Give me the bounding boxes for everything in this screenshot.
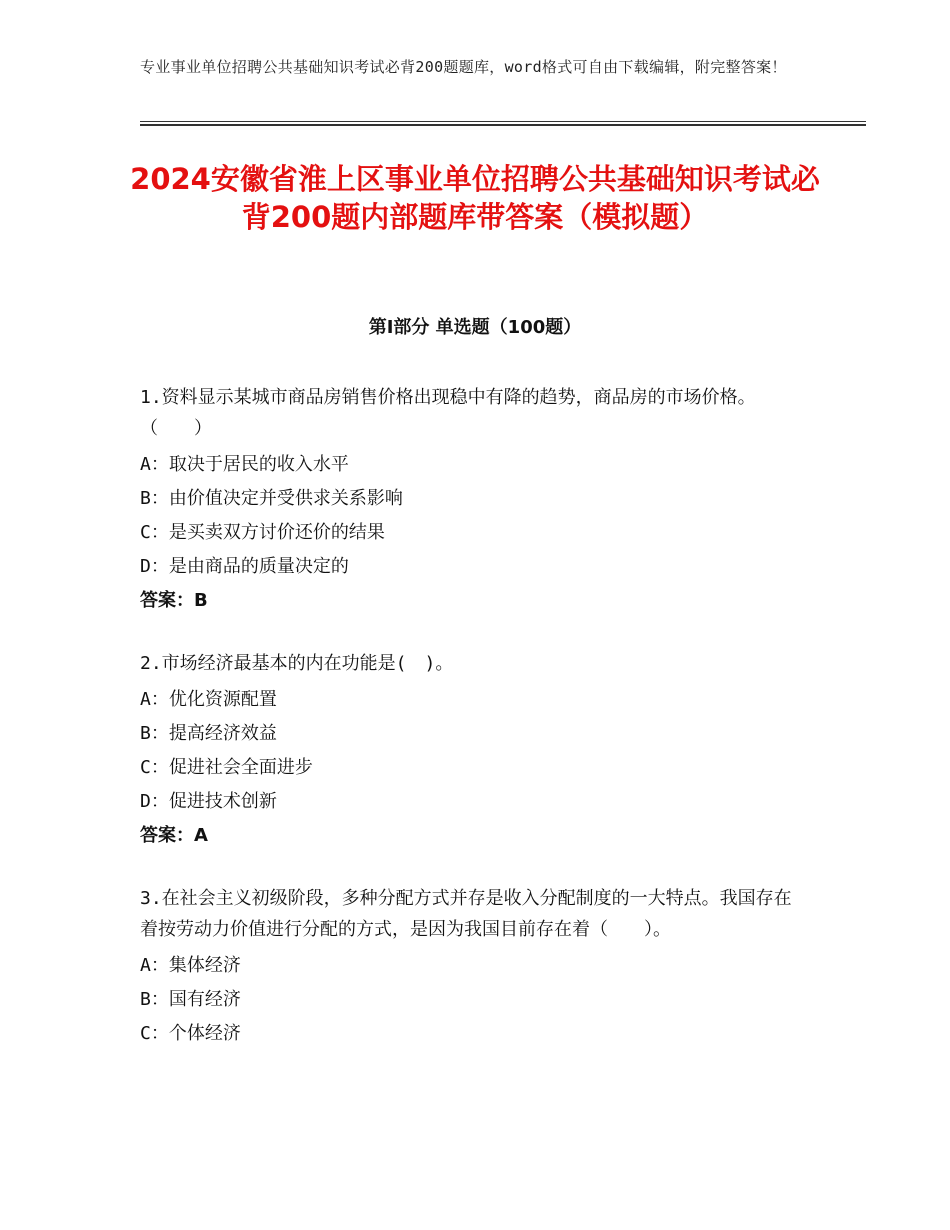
header-rule-thick — [140, 124, 866, 126]
question-stem: 2.市场经济最基本的内在功能是( )。 — [140, 653, 454, 674]
section-title: 第Ⅰ部分 单选题（100题） — [368, 317, 582, 338]
option-a: A：取决于居民的收入水平 — [140, 454, 349, 475]
question-1 — [140, 382, 806, 618]
answer: 答案：A — [140, 825, 208, 846]
option-c: C：是买卖双方讨价还价的结果 — [140, 522, 385, 543]
option-b: B：国有经济 — [140, 989, 241, 1010]
option-d: D：是由商品的质量决定的 — [140, 556, 349, 577]
header-rule — [140, 121, 866, 122]
option-b: B：提高经济效益 — [140, 723, 277, 744]
question-list — [140, 382, 806, 1081]
question-stem: 1.资料显示某城市商品房销售价格出现稳中有降的趋势，商品房的市场价格。（ ） — [140, 387, 756, 439]
option-a: A：集体经济 — [140, 955, 241, 976]
option-c: C：个体经济 — [140, 1023, 241, 1044]
option-d: D：促进技术创新 — [140, 791, 277, 812]
question-2 — [140, 648, 806, 853]
header-note: 专业事业单位招聘公共基础知识考试必背200题题库，word格式可自由下载编辑，附完整答案！ — [140, 58, 787, 76]
option-b: B：由价值决定并受供求关系影响 — [140, 488, 403, 509]
question-stem: 3.在社会主义初级阶段，多种分配方式并存是收入分配制度的一大特点。我国存在着按劳动力价值进行分配的方式，是因为我国目前存在着（ ）。 — [140, 888, 792, 940]
question-3 — [140, 883, 806, 1051]
document-title: 2024安徽省淮上区事业单位招聘公共基础知识考试必背200题内部题库带答案（模拟题） — [130, 162, 820, 234]
option-a: A：优化资源配置 — [140, 689, 277, 710]
answer: 答案：B — [140, 590, 208, 611]
option-c: C：促进社会全面进步 — [140, 757, 313, 778]
